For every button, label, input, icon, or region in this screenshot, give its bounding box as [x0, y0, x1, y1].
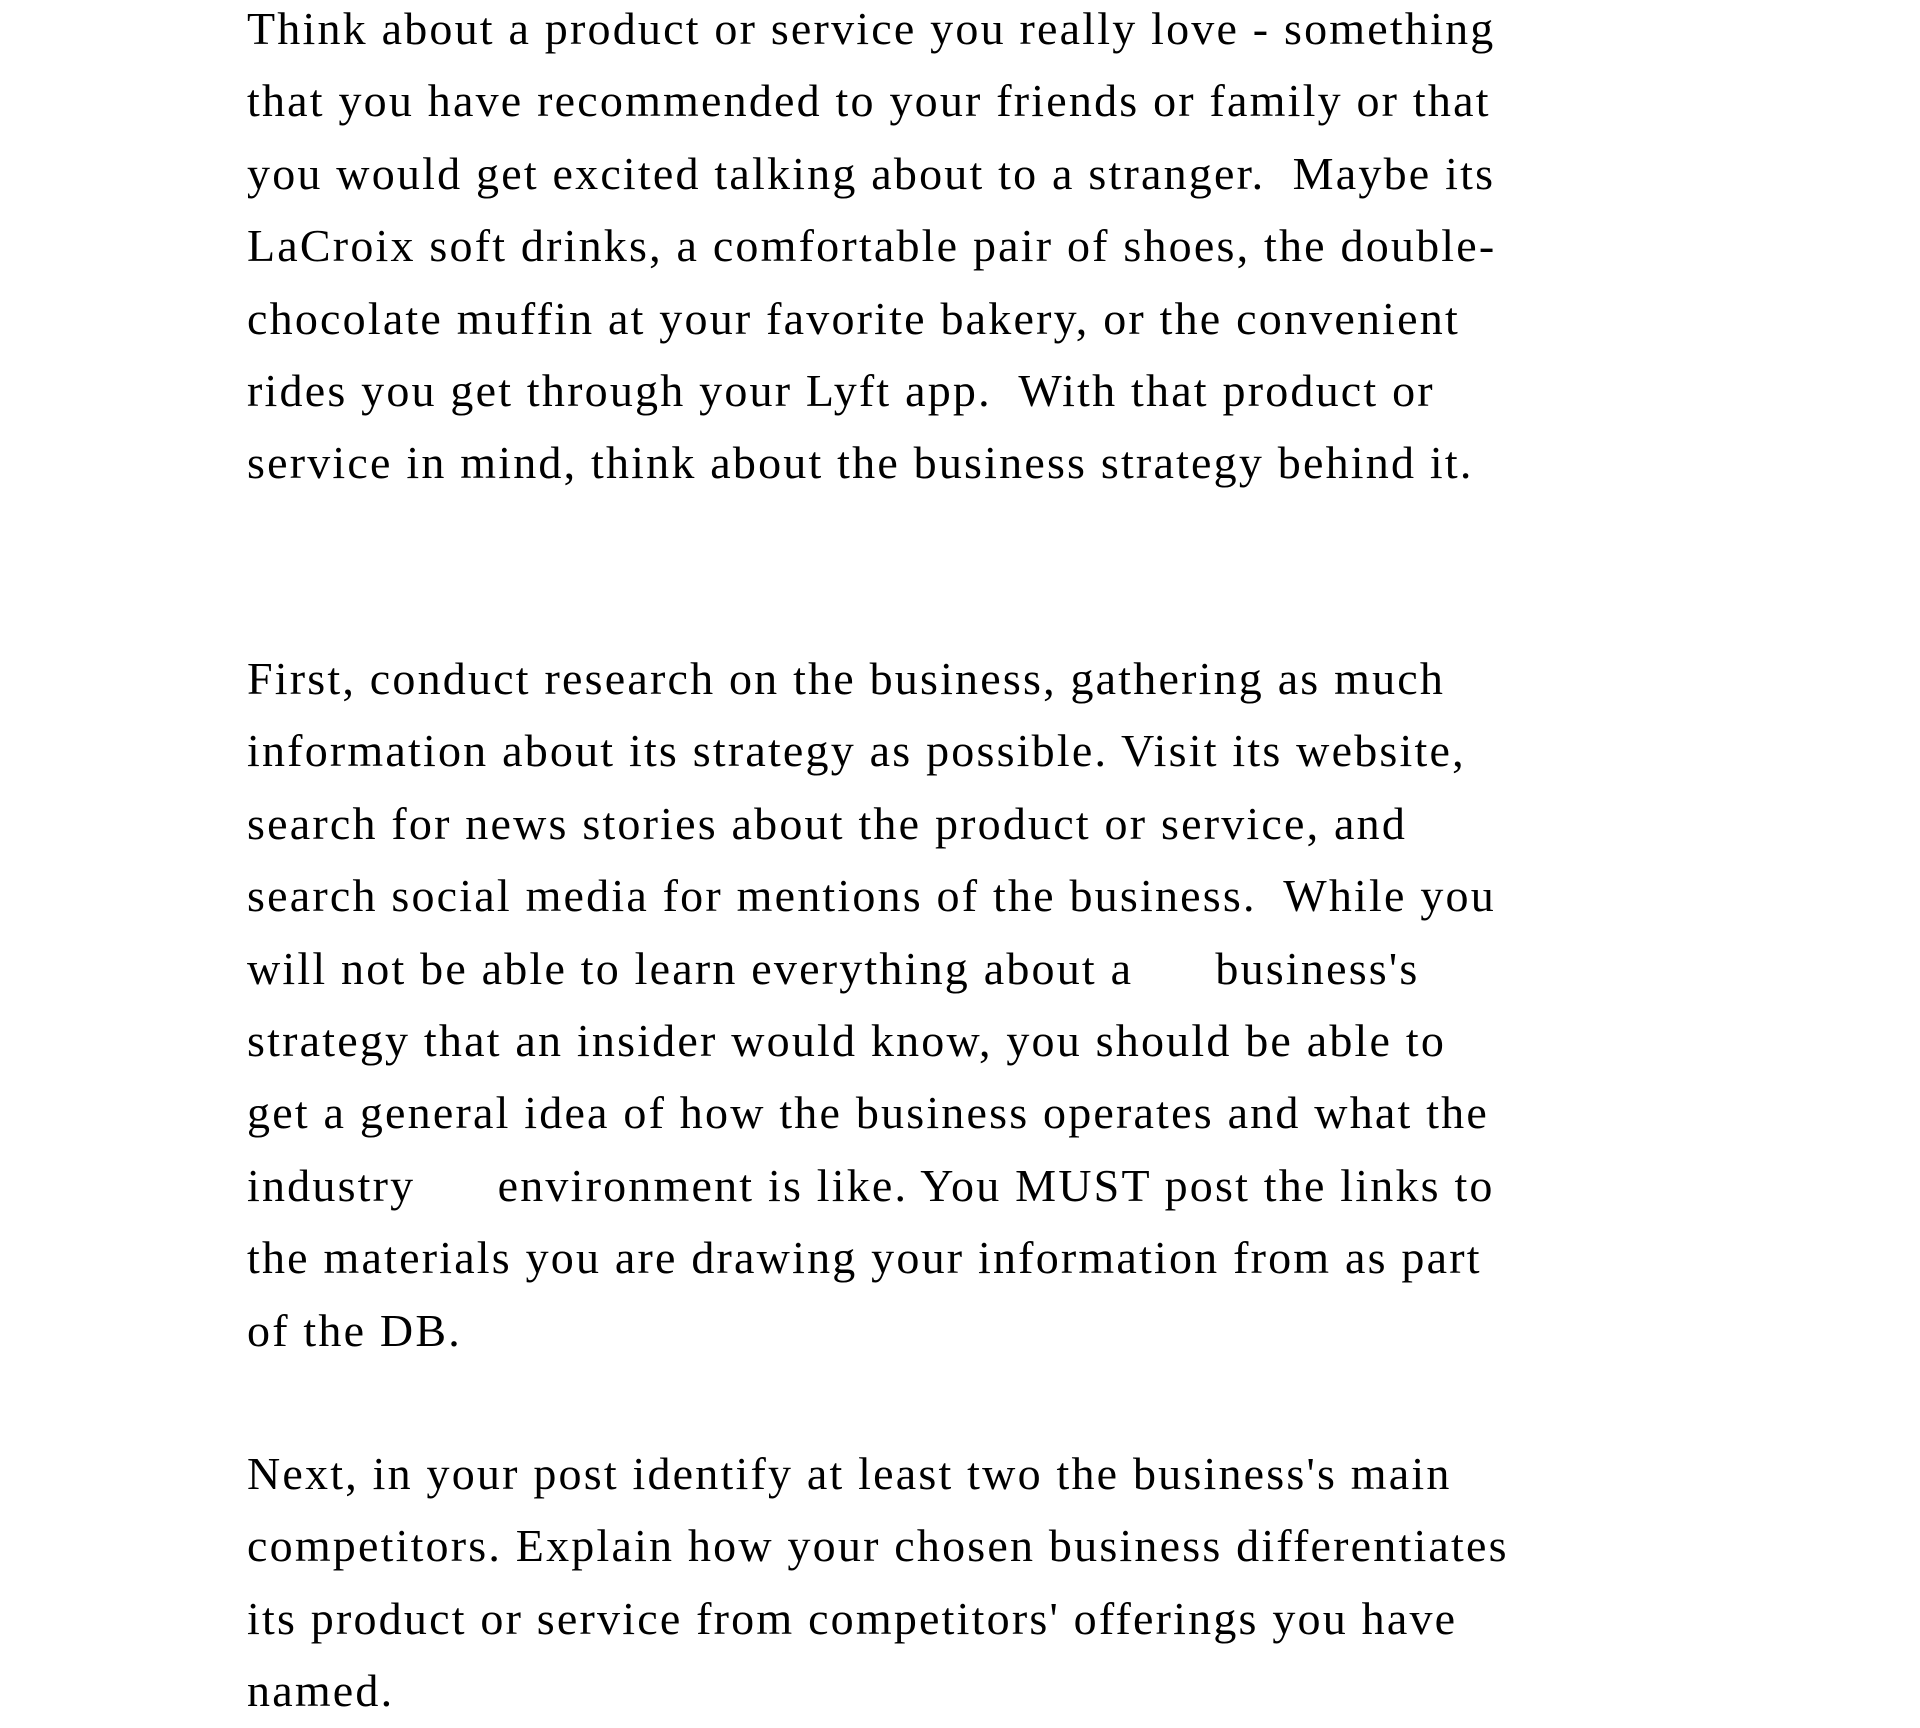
text-line: service in mind, think about the business strategy behind it. — [247, 437, 1474, 489]
text-line: its product or service from competitors' offerings you have — [247, 1592, 1458, 1644]
text-line: of the DB. — [247, 1304, 462, 1356]
text-line: that you have recommended to your friends or family or that — [247, 75, 1491, 127]
text-line: Think about a product or service you really love - something — [247, 3, 1496, 54]
text-line: named. — [247, 1665, 395, 1717]
text-line: First, conduct research on the business, gathering as much — [247, 653, 1446, 704]
paragraph-competitors — [247, 1438, 1687, 1728]
text-line: strategy that an insider would know, you should be able to — [247, 1015, 1447, 1067]
text-line: get a general idea of how the business operates and what the — [247, 1087, 1489, 1139]
text-line: search for news stories about the product or service, and — [247, 797, 1408, 849]
text-line: information about its strategy as possible. Visit its website, — [247, 725, 1466, 777]
text-line: chocolate muffin at your favorite bakery, or the convenient — [247, 292, 1460, 344]
text-line: will not be able to learn everything about a business's — [247, 942, 1420, 994]
text-line: competitors. Explain how your chosen business differentiates — [247, 1520, 1509, 1572]
paragraph-intro — [247, 0, 1687, 500]
text-line: you would get excited talking about to a stranger. Maybe its — [247, 147, 1496, 199]
text-line: rides you get through your Lyft app. With that product or — [247, 365, 1435, 417]
text-line: search social media for mentions of the business. While you — [247, 870, 1496, 922]
text-line: Next, in your post identify at least two the business's main — [247, 1448, 1452, 1499]
text-line: industry environment is like. You MUST post the links to — [247, 1159, 1495, 1211]
text-line: LaCroix soft drinks, a comfortable pair of shoes, the double- — [247, 220, 1497, 272]
paragraph-research — [247, 643, 1687, 1367]
text-line: the materials you are drawing your information from as part — [247, 1232, 1482, 1284]
